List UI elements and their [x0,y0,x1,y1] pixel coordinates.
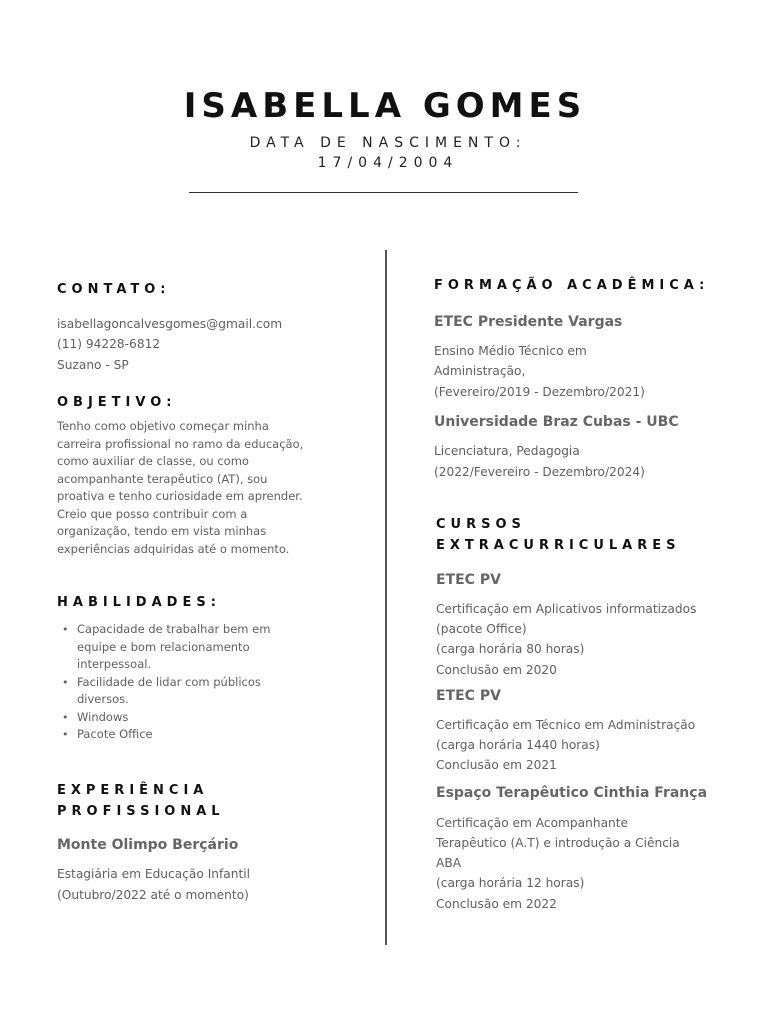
course-school: Espaço Terapêutico Cinthia França [436,785,708,801]
skill-line: Capacidade de trabalhar bem em [77,622,271,636]
objective-line: como auxiliar de classe, ou como [57,454,249,468]
course-line: Conclusão em 2022 [436,897,557,911]
skills-heading: HABILIDADES: [57,595,221,610]
contact-heading: CONTATO: [57,282,171,297]
education-heading: FORMAÇÃO ACADÊMICA: [434,278,710,293]
objective-line: organização, tendo em vista minhas [57,524,267,538]
skill-line: interpessoal. [77,657,152,671]
objective-line: Tenho como objetivo começar minha [57,419,269,433]
course-line: Conclusão em 2020 [436,663,557,677]
objective-line: proativa e tenho curiosidade em aprender. [57,489,303,503]
education-school: ETEC Presidente Vargas [434,314,623,330]
education-line: (2022/Fevereiro - Dezembro/2024) [434,465,645,479]
skill-line: equipe e bom relacionamento [77,639,250,654]
skill-line: Windows [77,709,129,724]
course-line: Conclusão em 2021 [436,758,557,772]
experience-role: Estagiária em Educação Infantil [57,867,251,881]
course-school: ETEC PV [436,688,501,704]
contact-phone: (11) 94228-6812 [57,337,161,351]
bullet-icon: • [62,728,69,741]
list-item [57,621,357,674]
bullet-icon: • [62,623,69,636]
list-item [57,726,357,744]
list-item [57,674,357,709]
courses-heading-line2: EXTRACURRICULARES [436,538,681,553]
objective-text [57,418,357,558]
education-line: Administração, [434,364,526,378]
bullet-icon: • [62,710,69,724]
objective-line: Creio que posso contribuir com a [57,506,248,521]
skills-list [57,621,357,744]
objective-heading: OBJETIVO: [57,395,177,410]
education-line: Licenciatura, Pedagogia [434,444,580,458]
education-line: Ensino Médio Técnico em [434,344,587,358]
objective-line: experiências adquiridas até o momento. [57,541,290,556]
birthdate-value: 17/04/2004 [317,155,459,171]
experience-heading-line2: PROFISSIONAL [57,804,225,819]
education-school: Universidade Braz Cubas - UBC [434,414,679,430]
contact-city: Suzano - SP [57,358,129,372]
column-divider [385,250,387,945]
course-line: (pacote Office) [436,622,527,636]
course-line: (carga horária 12 horas) [436,876,585,890]
course-line: (carga horária 1440 horas) [436,738,600,752]
courses-heading-line1: CURSOS [436,517,526,532]
objective-line: acompanhante terapêutico (AT), sou [57,471,268,486]
objective-line: carreira profissional no ramo da educação, [57,436,304,451]
course-line: Terapêutico (A.T) e introdução a Ciência [436,836,680,850]
experience-company: Monte Olimpo Berçário [57,837,239,853]
education-line: (Fevereiro/2019 - Dezembro/2021) [434,385,645,399]
experience-heading-line1: EXPERIÊNCIA [57,783,209,798]
skill-line: Facilidade de lidar com públicos [77,674,261,689]
header-divider [189,192,578,193]
resume-name: ISABELLA GOMES [183,86,587,126]
experience-period: (Outubro/2022 até o momento) [57,888,249,902]
course-line: (carga horária 80 horas) [436,642,585,656]
course-line: ABA [436,856,462,870]
contact-email: isabellagoncalvesgomes@gmail.com [57,317,283,331]
list-item [57,709,357,727]
course-line: Certificação em Técnico em Administração [436,718,696,732]
course-line: Certificação em Aplicativos informatizados [436,602,697,616]
course-school: ETEC PV [436,572,501,588]
skill-line: Pacote Office [77,727,153,741]
bullet-icon: • [62,675,69,689]
course-line: Certificação em Acompanhante [436,816,629,830]
birthdate-label: DATA DE NASCIMENTO: [249,135,527,151]
skill-line: diversos. [77,692,129,706]
